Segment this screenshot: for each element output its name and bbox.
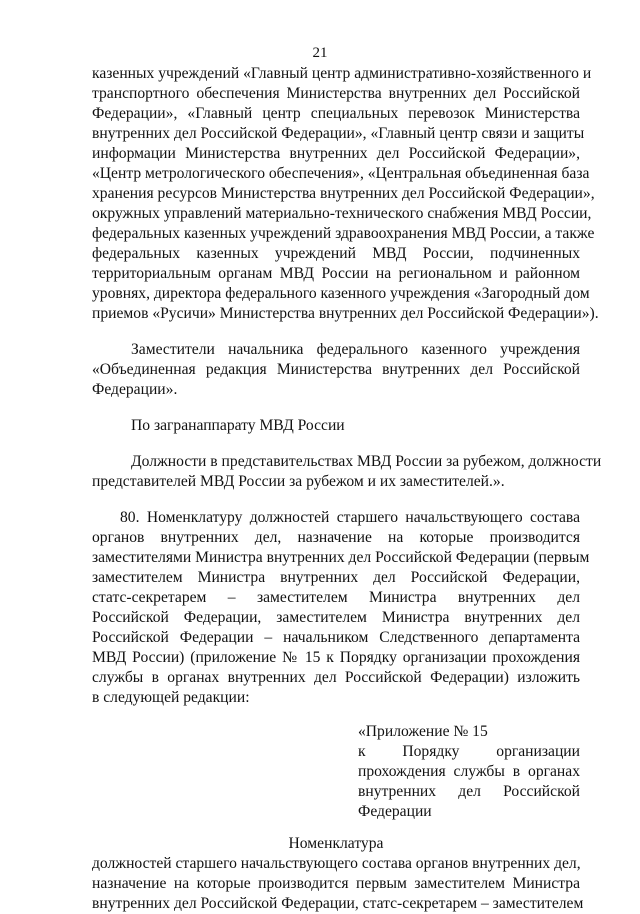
section-heading: По загранаппарату МВД России [131, 417, 345, 434]
text-line: хранения ресурсов Министерства внутренних дел Российской Федерации», [92, 185, 595, 202]
text-line: должностей старшего начальствующего состава органов внутренних дел, [92, 855, 581, 872]
nomenclature-title: Номенклатура [288, 835, 384, 852]
text-line: «Приложение № 15 [358, 723, 488, 740]
text-line: казенных учреждений «Главный центр административно-хозяйственного и [92, 65, 592, 82]
text-line: Федерации». [92, 381, 178, 398]
text-line: территориальным органам МВД России на региональном и районном [92, 265, 580, 282]
text-line: заместителем Министра внутренних дел Российской Федерации, [92, 569, 580, 586]
text-line: внутренних дел Российской Федерации, статс-секретарем – заместителем [92, 895, 584, 912]
page-number: 21 [312, 45, 328, 61]
text-line: федеральных казенных учреждений здравоохранения МВД России, а также [92, 225, 595, 242]
text-line: Российской Федерации, заместителем Министра внутренних дел [92, 609, 580, 626]
text-line: в следующей редакции: [92, 689, 250, 706]
text-line: Должности в представительствах МВД России за рубежом, должности [131, 453, 602, 470]
text-line: представителей МВД России за рубежом и их заместителей.». [92, 473, 505, 490]
text-line: информации Министерства внутренних дел Российской Федерации», [92, 145, 580, 162]
text-line: заместителями Министра внутренних дел Российской Федерации (первым [92, 549, 590, 566]
text-line: статс-секретарем – заместителем Министра внутренних дел [92, 589, 580, 606]
text-line: уровнях, директора федерального казенного учреждения «Загородный дом [92, 285, 590, 302]
text-line: Федерации [358, 803, 432, 820]
text-line: 80. Номенклатуру должностей старшего начальствующего состава [120, 509, 580, 526]
text-line: прохождения службы в органах [358, 763, 580, 780]
text-line: «Объединенная редакция Министерства внутренних дел Российской [92, 361, 580, 378]
text-line: Федерации», «Главный центр специальных перевозок Министерства [92, 105, 580, 122]
text-line: приемов «Русичи» Министерства внутренних дел Российской Федерации»). [92, 305, 599, 322]
text-line: федеральных казенных учреждений МВД России, подчиненных [92, 245, 580, 262]
text-line: «Центр метрологического обеспечения», «Центральная объединенная база [92, 165, 590, 182]
text-line: органов внутренних дел, назначение на которые производится [92, 529, 580, 546]
text-line: службы в органах внутренних дел Российской Федерации) изложить [92, 669, 580, 686]
text-line: окружных управлений материально-технического снабжения МВД России, [92, 205, 592, 222]
text-line: транспортного обеспечения Министерства внутренних дел Российской [92, 85, 580, 102]
text-line: к Порядку организации [358, 743, 580, 760]
text-line: Российской Федерации – начальником Следственного департамента [92, 629, 580, 646]
text-line: МВД России) (приложение № 15 к Порядку организации прохождения [92, 649, 580, 666]
text-line: назначение на которые производится первым заместителем Министра [92, 875, 580, 892]
text-line: внутренних дел Российской [358, 783, 580, 800]
text-line: Заместители начальника федерального казенного учреждения [131, 341, 580, 358]
text-line: внутренних дел Российской Федерации», «Главный центр связи и защиты [92, 125, 585, 142]
